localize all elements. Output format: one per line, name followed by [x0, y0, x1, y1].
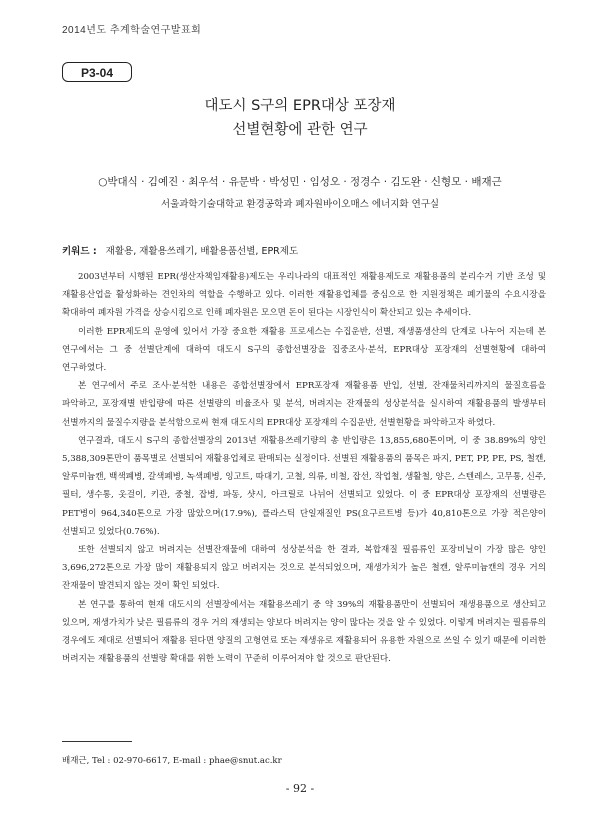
body-paragraph: 이러한 EPR제도의 운영에 있어서 가장 중요한 재활용 프로세스는 수집운반, 선별, 재생품생산의 단계로 나누어 지는데 본 연구에서는 그 중 선별단계에 대하여 대도시 S구의 종합선별장을 집중조사·분석, EPR대상 포장재의 선별현황에 대하여 연구하였다.	[62, 326, 546, 374]
body-paragraph: 본 연구를 통하여 현재 대도시의 선별장에서는 재활용쓰레기 중 약 39%의 재활용품만이 선별되어 재생용품으로 생산되고 있으며, 재생가치가 낮은 필름류의 경우 거의 재생되는 양보다 버려지는 양이 많다는 것을 알 수 있었다. 이렇게 버려지는 필름류의 경우에도 제대로 선별되어 재활용 된다면 양질의 고형연료 또는 재생유로 재활용되어 유용한 자원으로 쓰일 수 있기 때문에 이러한 버려지는 재활용품의 선별량 확대를 위한 노력이 꾸준히 이루어져야 할 것으로 판단된다.	[62, 599, 546, 665]
keywords-label: 키워드 :	[62, 246, 97, 257]
body-paragraph: 또한 선별되지 않고 버려지는 선별잔재물에 대하여 성상분석을 한 결과, 복합재질 필름류인 포장비닐이 가장 많은 양인 3,696,272톤으로 가장 많이 재활용되지 않고 버려지는 것으로 분석되었으며, 재생가치가 높은 철캔, 알루미늄캔의 경우 거의 잔재물이 발견되지 않는 것이 확인 되었다.	[62, 545, 546, 592]
abstract-body	[62, 268, 546, 668]
body-paragraph: 본 연구에서 주로 조사·분석한 내용은 종합선별장에서 EPR포장재 재활용품 반입, 선별, 잔재물처리까지의 물질흐름을 파악하고, 포장재별 반입량에 따른 선별량의 비율조사 및 분석, 버려지는 잔재물의 성상분석을 실시하여 재활용품의 발생부터 선별까지의 물질수지량을 분석함으로써 현재 대도시의 EPR대상 포장재의 수집운반, 선별현황을 파악하고자 하였다.	[62, 381, 546, 428]
affiliation: 서울과학기술대학교 환경공학과 폐자원바이오매스 에너지화 연구실	[160, 199, 440, 210]
corresponding-author-footnote: 배재근, Tel : 02-970-6617, E-mail : phae@snut.ac.kr	[62, 756, 282, 766]
paper-code-badge: P3-04	[62, 62, 132, 82]
body-paragraph: 연구결과, 대도시 S구의 종합선별장의 2013년 재활용쓰레기량의 총 반입량은 13,855,680톤이며, 이 중 38.89%의 양인 5,388,309톤만이 품목별로 선별되어 재활용업체로 판매되는 실정이다. 선별된 재활용품의 품목은 파지, PET, PP, PE, PS, 철캔, 알루미늄캔, 백색폐병, 갈색폐병, 녹색폐병, 잉고트, 따대기, 고철, 의류, 비철, 잡선, 작업철, 생활철, 양은, 스텐레스, 고무통, 신주, 필터, 생수통, 옷걸이, 키관, 중철, 잡병, 파동, 샷시, 아크릴로 나뉘어 선별되고 있었다. 이 중 EPR대상 포장재의 선별량은 PET병이 964,340톤으로 가장 많았으며(17.9%), 플라스틱 단일재질인 PS(요구르트병 등)가 40,810톤으로 가장 적은양이 선별되고 있었다(0.76%).	[62, 435, 546, 537]
keywords-section	[62, 243, 542, 257]
paper-title-line-2: 선별현황에 관한 연구	[232, 122, 368, 138]
page-number: - 92 -	[285, 782, 315, 795]
conference-header: 2014년도 추계학술연구발표회	[62, 25, 202, 36]
paper-title-line-1: 대도시 S구의 EPR대상 포장재	[204, 98, 396, 114]
footnote-divider	[62, 741, 132, 742]
keywords-text: 재활용, 재활용쓰레기, 배활용품선별, EPR제도	[105, 246, 299, 257]
author-list: ○박대식 · 김예진 · 최우석 · 유문박 · 박성민 · 임성오 · 정경수 · 김도완 · 신형모 · 배재근	[98, 176, 502, 188]
body-paragraph: 2003년부터 시행된 EPR(생산자책임재활용)제도는 우리나라의 대표적인 재활용제도로 재활용품의 분리수거 기반 조성 및 재활용산업을 활성화하는 견인차의 역할을 수행하고 있다. 이러한 재활용업체를 중심으로 한 지원정책은 폐기물의 수요시장을 확대하여 폐자원 가격을 상승시킴으로 인해 폐자원은 모으면 돈이 된다는 시장인식이 확산되고 있는 추세이다.	[62, 272, 546, 319]
